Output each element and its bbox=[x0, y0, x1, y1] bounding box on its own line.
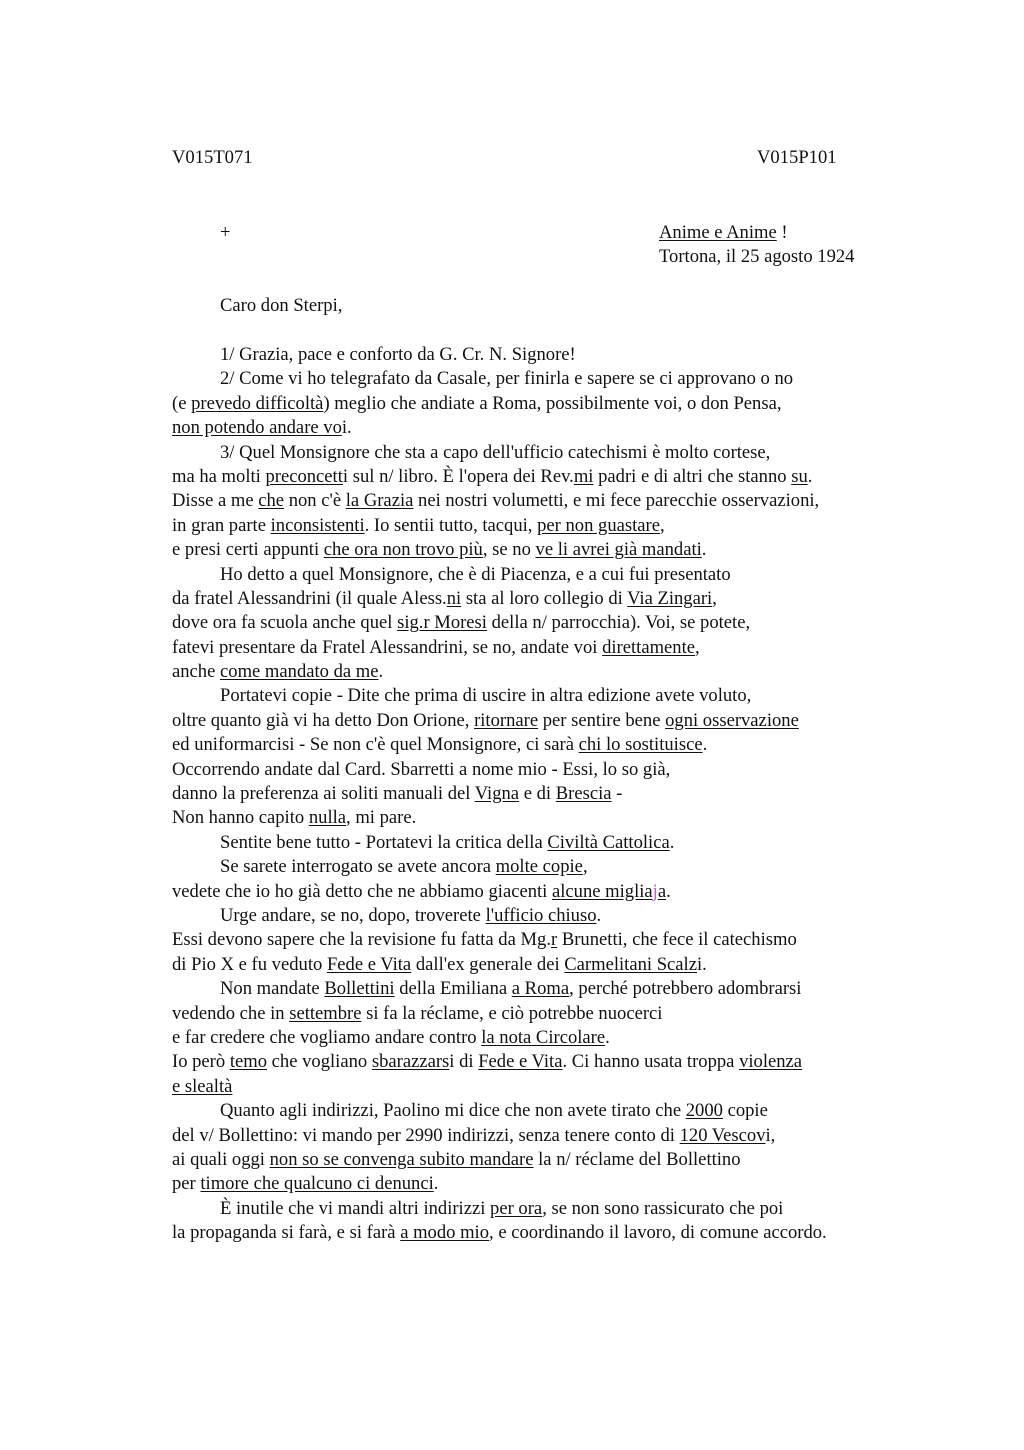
line-text: della Emiliana bbox=[394, 978, 512, 1000]
line-text: danno la preferenza ai soliti manuali del bbox=[172, 783, 475, 805]
underlined-text: preconcett bbox=[265, 465, 343, 487]
document-code-right: V015P101 bbox=[757, 147, 837, 168]
underlined-text: sbarazzars bbox=[371, 1051, 450, 1073]
letter-line bbox=[172, 465, 952, 489]
line-text: padri e di altri che stanno bbox=[593, 465, 792, 487]
line-text: sta al loro collegio di bbox=[461, 587, 628, 609]
underlined-text: mi bbox=[573, 465, 594, 487]
letter-line bbox=[172, 1099, 952, 1123]
letter-line bbox=[172, 636, 952, 660]
line-text: in gran parte bbox=[172, 514, 271, 536]
line-text: Urge andare, se no, dopo, troverete bbox=[220, 904, 486, 926]
line-text: dall'ex generale dei bbox=[411, 953, 565, 975]
line-text: ma ha molti bbox=[172, 465, 266, 487]
motto-text: Anime e Anime bbox=[659, 222, 777, 243]
line-text: Se sarete interrogato se avete ancora bbox=[220, 856, 496, 878]
letter-line bbox=[172, 684, 952, 708]
line-text: anche bbox=[172, 661, 221, 683]
line-text: si fa la réclame, e ciò potrebbe nuocerci bbox=[361, 1002, 663, 1024]
underlined-text: che bbox=[258, 490, 285, 512]
line-text: . bbox=[605, 1026, 610, 1048]
letter-line bbox=[172, 904, 952, 928]
line-text: , mi pare. bbox=[346, 807, 417, 829]
line-text: Sentite bene tutto - Portatevi la critica della bbox=[220, 831, 548, 853]
underlined-text: Bollettini bbox=[324, 978, 395, 1000]
line-text: ai quali oggi bbox=[172, 1148, 270, 1170]
letter-line bbox=[172, 1026, 952, 1050]
underlined-text: Fede e Vita bbox=[326, 953, 412, 975]
line-text: che vogliano bbox=[267, 1051, 372, 1073]
line-text: e presi certi appunti bbox=[172, 539, 324, 561]
line-text: Brunetti, che fece il catechismo bbox=[557, 929, 797, 951]
letter-line bbox=[172, 1148, 952, 1172]
line-text: Ho detto a quel Monsignore, che è di Piacenza, e a cui fui presentato bbox=[220, 563, 731, 585]
line-text: ) meglio che andiate a Roma, possibilmente voi, o don Pensa, bbox=[323, 392, 782, 414]
motto-tail: ! bbox=[776, 222, 788, 243]
line-text: copie bbox=[722, 1100, 768, 1122]
underlined-text: su bbox=[791, 465, 808, 487]
line-text: , se no bbox=[482, 539, 536, 561]
underlined-text: Carmelitani Scalz bbox=[564, 953, 697, 975]
underlined-text: e slealtà bbox=[172, 1075, 233, 1097]
line-text: È inutile che vi mandi altri indirizzi bbox=[220, 1197, 491, 1219]
line-text: dove ora fa scuola anche quel bbox=[172, 612, 398, 634]
underlined-text: r bbox=[550, 929, 558, 951]
underlined-text: la Grazia bbox=[345, 490, 414, 512]
document-code-left: V015T071 bbox=[172, 147, 253, 168]
line-text: , e coordinando il lavoro, di comune accordo. bbox=[489, 1222, 827, 1244]
letter-salutation: Caro don Sterpi, bbox=[220, 295, 343, 316]
line-text: - bbox=[611, 783, 623, 805]
line-text: vedendo che in bbox=[172, 1002, 290, 1024]
line-text: , bbox=[659, 514, 665, 536]
line-text: e di bbox=[519, 783, 556, 805]
line-text: . bbox=[378, 661, 384, 683]
letter-line bbox=[172, 758, 952, 782]
underlined-text: ve li avrei già mandati bbox=[535, 539, 702, 561]
letter-line bbox=[172, 977, 952, 1001]
underlined-text: timore che qualcuno ci denunci bbox=[200, 1173, 434, 1195]
letter-line bbox=[172, 587, 952, 611]
line-text: , bbox=[712, 587, 717, 609]
letter-line bbox=[172, 1050, 952, 1074]
underlined-text: chi lo sostituisce bbox=[578, 734, 703, 756]
letter-line bbox=[172, 538, 952, 562]
letter-line bbox=[172, 953, 952, 977]
line-text: della n/ parrocchia). Voi, se potete, bbox=[486, 612, 751, 634]
letter-line bbox=[172, 733, 952, 757]
letter-line bbox=[172, 880, 952, 904]
line-text: di Pio X e fu veduto bbox=[172, 953, 327, 975]
letter-line bbox=[172, 709, 952, 733]
line-text: 2/ Come vi ho telegrafato da Casale, per finirla e sapere se ci approvano o no bbox=[220, 368, 794, 390]
letter-body bbox=[172, 343, 952, 1245]
underlined-text: a Roma bbox=[511, 978, 570, 1000]
line-text: per bbox=[172, 1173, 201, 1195]
letter-line bbox=[172, 611, 952, 635]
underlined-text: a bbox=[657, 880, 667, 902]
line-text: , se non sono rassicurato che poi bbox=[542, 1197, 784, 1219]
line-text: nei nostri volumetti, e mi fece parecchie osservazioni, bbox=[413, 490, 820, 512]
line-text: (e bbox=[172, 392, 192, 414]
line-text: 3/ Quel Monsignore che sta a capo dell'ufficio catechismi è molto cortese, bbox=[220, 441, 771, 463]
letter-motto bbox=[659, 221, 788, 245]
underlined-text: 2000 bbox=[685, 1100, 723, 1122]
letter-line bbox=[172, 782, 952, 806]
letter-line bbox=[172, 855, 952, 879]
letter-line bbox=[172, 392, 952, 416]
line-text: , bbox=[582, 856, 588, 878]
line-text: i sul n/ libro. È l'opera dei Rev. bbox=[342, 465, 574, 487]
underlined-text: j bbox=[652, 880, 658, 902]
line-text: vedete che io ho già detto che ne abbiamo giacenti bbox=[172, 880, 552, 902]
letter-line bbox=[172, 1197, 952, 1221]
underlined-text: sig.r Moresi bbox=[397, 612, 487, 634]
line-text: . Io sentii tutto, tacqui, bbox=[364, 514, 538, 536]
line-text: la n/ réclame del Bollettino bbox=[533, 1148, 741, 1170]
line-text: Io però bbox=[172, 1051, 230, 1073]
line-text: . bbox=[807, 465, 813, 487]
letter-line bbox=[172, 1124, 952, 1148]
letter-line bbox=[172, 1075, 952, 1099]
underlined-text: Civiltà Cattolica bbox=[547, 831, 670, 853]
underlined-text: settembre bbox=[289, 1002, 362, 1024]
underlined-text: nulla bbox=[308, 807, 347, 829]
underlined-text: ritornare bbox=[474, 709, 539, 731]
underlined-text: Fede e Vita bbox=[478, 1051, 563, 1073]
underlined-text: Brescia bbox=[555, 783, 612, 805]
letter-line bbox=[172, 367, 952, 391]
underlined-text: per ora bbox=[490, 1197, 543, 1219]
line-text: . bbox=[702, 734, 708, 756]
underlined-text: ni bbox=[446, 587, 462, 609]
letter-line bbox=[172, 563, 952, 587]
line-text: . bbox=[433, 1173, 439, 1195]
letter-line bbox=[172, 1172, 952, 1196]
underlined-text: la nota Circolare bbox=[481, 1026, 606, 1048]
line-text: Disse a me bbox=[172, 490, 259, 512]
line-text: . bbox=[596, 904, 602, 926]
line-text: oltre quanto già vi ha detto Don Orione, bbox=[172, 709, 475, 731]
underlined-text: l'ufficio chiuso bbox=[485, 904, 597, 926]
line-text: la propaganda si farà, e si farà bbox=[172, 1222, 401, 1244]
letter-line bbox=[172, 416, 952, 440]
line-text: fatevi presentare da Fratel Alessandrini, se no, andate voi bbox=[172, 636, 603, 658]
line-text: . Ci hanno usata troppa bbox=[562, 1051, 740, 1073]
line-text: , bbox=[695, 636, 700, 658]
letter-line bbox=[172, 343, 952, 367]
line-text: i, bbox=[765, 1124, 776, 1146]
underlined-text: molte copie bbox=[495, 856, 583, 878]
underlined-text: 120 Vescov bbox=[679, 1124, 766, 1146]
line-text: 1/ Grazia, pace e conforto da G. Cr. N. Signore! bbox=[220, 344, 576, 365]
underlined-text: inconsistenti bbox=[270, 514, 365, 536]
letter-line bbox=[172, 489, 952, 513]
underlined-text: per non guastare bbox=[537, 514, 660, 536]
letter-dateline: Tortona, il 25 agosto 1924 bbox=[659, 246, 855, 267]
line-text: del v/ Bollettino: vi mando per 2990 indirizzi, senza tenere conto di bbox=[172, 1124, 680, 1146]
underlined-text: non so se convenga subito mandare bbox=[269, 1148, 534, 1170]
underlined-text: a modo mio bbox=[400, 1222, 490, 1244]
letter-line bbox=[172, 831, 952, 855]
underlined-text: che ora non trovo più bbox=[323, 539, 483, 561]
letter-line bbox=[172, 1221, 952, 1245]
line-text: non c'è bbox=[284, 490, 346, 512]
letter-line bbox=[172, 806, 952, 830]
underlined-text: prevedo difficoltà bbox=[191, 392, 324, 414]
underlined-text: ogni osservazione bbox=[665, 709, 799, 731]
underlined-text: Vigna bbox=[474, 783, 520, 805]
underlined-text: temo bbox=[229, 1051, 268, 1073]
line-text: per sentire bene bbox=[538, 709, 666, 731]
cross-symbol: + bbox=[220, 222, 231, 243]
line-text: Non mandate bbox=[220, 978, 325, 1000]
line-text: Occorrendo andate dal Card. Sbarretti a nome mio - Essi, lo so già, bbox=[172, 758, 671, 780]
letter-line bbox=[172, 660, 952, 684]
line-text: e far credere che vogliamo andare contro bbox=[172, 1026, 482, 1048]
line-text: ed uniformarcisi - Se non c'è quel Monsignore, ci sarà bbox=[172, 734, 579, 756]
underlined-text: direttamente bbox=[602, 636, 696, 658]
line-text: . bbox=[666, 880, 671, 902]
line-text: i. bbox=[696, 953, 707, 975]
underlined-text: violenza bbox=[739, 1051, 803, 1073]
line-text: i di bbox=[449, 1051, 479, 1073]
underlined-text: come mandato da me bbox=[220, 661, 379, 683]
line-text: Portatevi copie - Dite che prima di uscire in altra edizione avete voluto, bbox=[220, 685, 752, 707]
letter-line bbox=[172, 441, 952, 465]
line-text: . bbox=[701, 539, 707, 561]
line-text: da fratel Alessandrini (il quale Aless. bbox=[172, 587, 447, 609]
underlined-text: alcune miglia bbox=[551, 880, 653, 902]
underlined-text: Via Zingari bbox=[627, 587, 713, 609]
line-text: i. bbox=[341, 417, 352, 439]
line-text: Non hanno capito bbox=[172, 807, 309, 829]
line-text: Essi devono sapere che la revisione fu fatta da Mg. bbox=[172, 929, 551, 951]
letter-line bbox=[172, 1002, 952, 1026]
underlined-text: non potendo andare vo bbox=[172, 417, 342, 439]
line-text: Quanto agli indirizzi, Paolino mi dice che non avete tirato che bbox=[220, 1100, 686, 1122]
line-text: . bbox=[669, 831, 675, 853]
letter-line bbox=[172, 928, 952, 952]
letter-line bbox=[172, 514, 952, 538]
line-text: , perché potrebbero adombrarsi bbox=[569, 978, 802, 1000]
